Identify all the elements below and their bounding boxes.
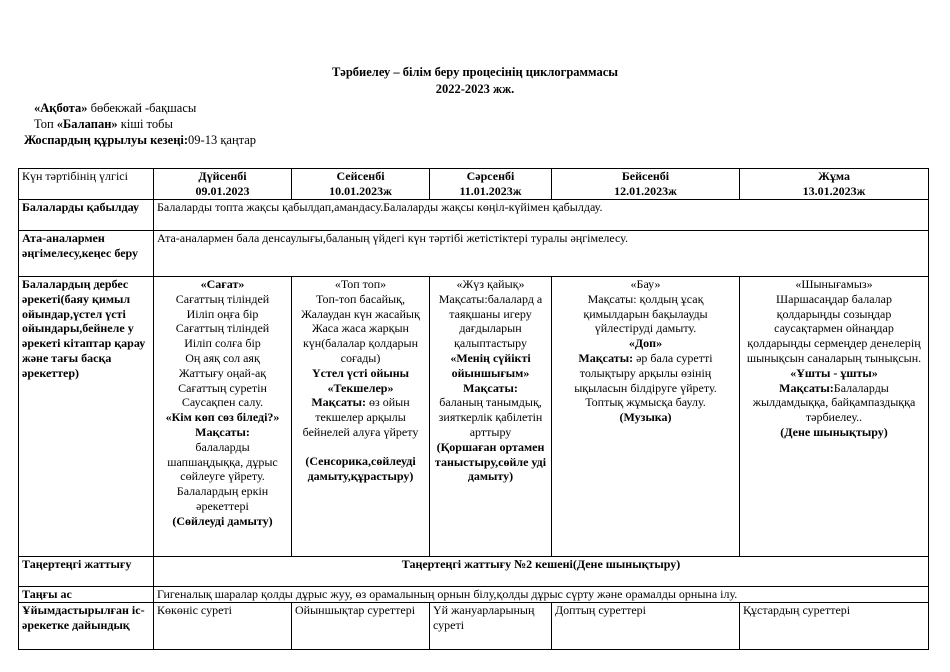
prep-label: Ұйымдастырылған іс- әрекетке дайындық — [19, 602, 154, 649]
day-header-wednesday — [430, 169, 552, 200]
subject-area: (Сөйлеуді дамыту) — [172, 513, 273, 528]
period-value: 09-13 қаңтар — [188, 133, 257, 147]
goal-text: баланың танымдық, зияткерлік қабілетін арттыру — [438, 395, 543, 439]
goal-text — [743, 381, 925, 425]
corner-header: Күн тәртібінің үлгісі — [19, 169, 154, 200]
spacer — [295, 440, 426, 454]
day-header-tuesday — [292, 169, 430, 200]
activity-friday — [740, 277, 929, 557]
prep-monday: Көкөніс суреті — [154, 602, 292, 649]
verse-line: Сағаттың суретін — [178, 380, 267, 395]
parents-label: Ата-аналармен әңгімелесу,кеңес беру — [19, 231, 154, 277]
parents-text: Ата-аналармен бала денсаулығы,баланың үйдегі күн тәртібі жетістіктері туралы әңгімелесу. — [154, 231, 929, 277]
goal-label: Мақсаты: — [578, 350, 634, 365]
period-label: Жоспардың құрылуы кезеңі: — [24, 133, 189, 147]
subject-area: (Дене шынықтыру) — [780, 424, 888, 439]
prep-wednesday: Үй жануарларының суреті — [430, 602, 552, 649]
kindergarten-name: «Ақбота» — [34, 101, 88, 115]
verse-line: Сағаттың тіліндей — [175, 291, 270, 306]
cyclogram-table — [18, 168, 929, 650]
verse-line: Жаттығу оңай-ақ — [178, 365, 267, 380]
exercise-label: Таңертеңгі жаттығу — [19, 557, 154, 587]
parents-row — [19, 231, 929, 277]
kindergarten-suffix: бөбекжай -бақшасы — [87, 101, 197, 115]
group-name: «Балапан» — [56, 117, 118, 131]
goal-text: балаларды шапшаңдыққа, дұрыс сөйлеуге үйрету. — [167, 439, 278, 484]
table-header-row — [19, 169, 929, 200]
game-title: «Шынығамыз» — [795, 277, 873, 291]
activity-monday — [154, 277, 292, 557]
goal-label: Мақсаты: — [195, 424, 250, 439]
verse-line: Топ-топ басайық, — [316, 291, 405, 306]
prep-tuesday: Ойыншықтар суреттері — [292, 602, 430, 649]
prep-thursday: Доптың суреттері — [552, 602, 740, 649]
group-line — [24, 116, 256, 132]
verse-line: Жаса жаса жарқын күн(балалар қолдарын соғады) — [302, 321, 419, 365]
day-name: Жұма — [818, 169, 850, 183]
subject-area: (Музыка) — [619, 410, 672, 425]
goal-label: Мақсаты: — [779, 380, 834, 395]
day-header-thursday — [552, 169, 740, 200]
reception-row — [19, 200, 929, 231]
subject-area: (Сенсорика,сөйлеуді дамыту,құрастыру) — [305, 453, 416, 483]
activity-note: Топтық жұмысқа баулу. — [585, 395, 706, 410]
day-date: 13.01.2023ж — [802, 183, 866, 198]
verse-line: Оң аяқ сол аяқ — [185, 350, 260, 365]
goal-text: Мақсаты: қолдың ұсақ қимылдарын бақылауды үйлестіруді дамыту. — [583, 291, 708, 336]
day-name: Сейсенбі — [336, 169, 385, 183]
prep-friday: Құстардың суреттері — [740, 602, 929, 649]
goal-body: өз ойын текшелер арқылы бейнелей алуға үйрету — [302, 395, 419, 439]
prep-row — [19, 602, 929, 649]
reception-label: Балаларды қабылдау — [19, 200, 154, 231]
verse-line: Иіліп оңға бір — [186, 306, 259, 321]
day-name: Дүйсенбі — [198, 169, 247, 183]
verse-line: Саусақпен салу. — [181, 395, 264, 410]
game-title: «Доп» — [628, 336, 663, 351]
goal-body: әр бала суретті толықтыру арқылы өзінің ықыласын білдіруге үйрету. — [574, 350, 717, 395]
goal-label: Мақсаты: — [463, 380, 518, 395]
activity-label: Балалардың дербес әрекеті(баяу қимыл ойындар,үстел үсті ойындары,бейнеле у әрекеті кітаптар қарау және тағы басқа әрекеттер) — [19, 277, 154, 557]
verse-line: Жалаудан күн жасайық — [301, 306, 420, 321]
breakfast-label: Таңғы ас — [19, 587, 154, 603]
game-title: «Кім көп сөз біледі?» — [165, 410, 280, 425]
game-title: «Сағат» — [200, 277, 245, 291]
activity-thursday — [552, 277, 740, 557]
kindergarten-line — [24, 100, 256, 116]
title-block — [0, 64, 950, 98]
subject-area: (Қоршаған ортамен таныстыру,сөйле уді дамыту) — [434, 439, 547, 484]
day-header-monday — [154, 169, 292, 200]
day-date: 11.01.2023ж — [459, 183, 522, 198]
day-header-friday — [740, 169, 929, 200]
day-name: Бейсенбі — [621, 169, 670, 183]
breakfast-row — [19, 587, 929, 603]
day-name: Сәрсенбі — [466, 169, 515, 183]
document-meta — [24, 100, 256, 148]
activity-wednesday — [430, 277, 552, 557]
game-title: «Ұшты - ұшты» — [790, 365, 878, 380]
day-date: 10.01.2023ж — [329, 183, 392, 198]
exercise-row — [19, 557, 929, 587]
game-title: Үстел үсті ойыны «Текшелер» — [311, 365, 410, 395]
goal-body: Балаларды жылдамдыққа, байқампаздыққа тәрбиелеу.. — [752, 380, 916, 425]
goal-text — [555, 351, 736, 395]
day-date: 12.01.2023ж — [614, 183, 677, 198]
game-title: «Жүз қайық» — [456, 277, 525, 291]
breakfast-text: Гигеналық шаралар қолды дұрыс жуу, өз орамалының орнын білу,қолды дұрыс сүрту және орамалды орнына ілу. — [154, 587, 929, 603]
academic-year: 2022-2023 жж. — [435, 82, 515, 96]
verse-line: Сағаттың тіліндей — [175, 321, 270, 336]
activity-tuesday — [292, 277, 430, 557]
activity-row — [19, 277, 929, 557]
verse-line: Иіліп солға бір — [184, 336, 261, 351]
group-prefix: Топ — [34, 117, 57, 131]
exercise-text: Таңертеңгі жаттығу №2 кешені(Дене шынықтыру) — [154, 557, 929, 587]
activity-note: Балалардың еркін әрекеттері — [176, 484, 269, 513]
goal-label: Мақсаты: — [311, 395, 366, 410]
document-title: Тәрбиелеу – білім беру процесінің циклограммасы — [331, 65, 619, 79]
verse-text: Шаршасаңдар балалар қолдарыңды созыңдар саусақтармен ойнаңдар қолдарыңды сермеңдер денелерің шынықсын саналарың тынықсын. — [746, 291, 922, 365]
period-line — [24, 132, 256, 148]
game-title: «Бау» — [630, 277, 661, 291]
goal-text — [295, 395, 426, 439]
game-title: «Топ топ» — [334, 277, 387, 291]
group-suffix: кіші тобы — [117, 117, 173, 131]
goal-text: Мақсаты:балалард а таяқшаны игеру дағдыларын қалыптастыру — [438, 291, 543, 351]
day-date: 09.01.2023 — [195, 183, 250, 198]
reception-text: Балаларды топта жақсы қабылдап,амандасу.Балаларды жақсы көңіл-күйімен қабылдау. — [154, 200, 929, 231]
game-title: «Менің сүйікті ойыншығым» — [450, 350, 531, 380]
